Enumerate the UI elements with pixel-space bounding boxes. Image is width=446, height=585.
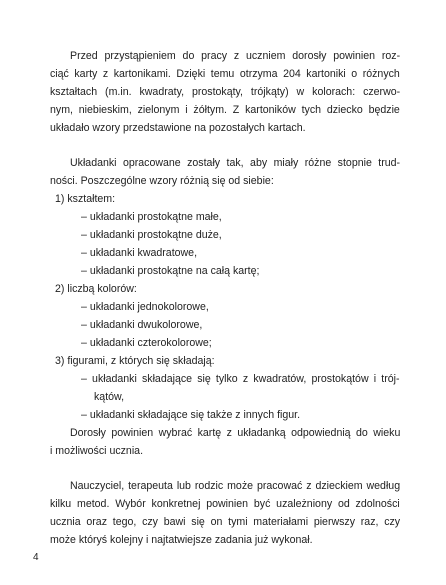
paragraph-1-line-1: Przed przystąpieniem do pracy z uczniem dorosły powinien roz- (70, 50, 401, 62)
list-item-3-sub-1-continued: kątów, (94, 391, 125, 403)
paragraph-2-line-2: ności. Poszczególne wzory różnią się od siebie: (50, 175, 274, 187)
list-item-1-label: 1) kształtem: (55, 193, 116, 205)
list-item-1-sub-3: – układanki kwadratowe, (81, 247, 198, 259)
paragraph-2-line-1: Układanki opracowane zostały tak, aby miały różne stopnie trud- (70, 157, 401, 169)
list-item-1-sub-1: – układanki prostokątne małe, (81, 211, 222, 223)
paragraph-4-line-2: kilku metod. Wybór konkretnej powinien być uzależniony od zdolności (50, 498, 400, 510)
paragraph-4-line-1: Nauczyciel, terapeuta lub rodzic może pracować z dzieckiem według (70, 480, 401, 492)
list-item-3-sub-2: – układanki składające się także z innych figur. (81, 409, 301, 421)
list-item-2-label: 2) liczbą kolorów: (55, 283, 137, 295)
list-item-3-label: 3) figurami, z których się składają: (55, 355, 215, 367)
list-item-2-sub-2: – układanki dwukolorowe, (81, 319, 203, 331)
paragraph-3-line-1: Dorosły powinien wybrać kartę z układanką odpowiednią do wieku (70, 427, 401, 439)
paragraph-4-line-4: może któryś kolejny i najtatwiejsze zadania już wykonał. (50, 534, 313, 546)
page-number: 4 (33, 552, 39, 563)
list-item-2-sub-1: – układanki jednokolorowe, (81, 301, 209, 313)
paragraph-1-line-5: układało wzory przedstawione na pozostałych kartach. (50, 122, 306, 134)
list-item-2-sub-3: – układanki czterokolorowe; (81, 337, 212, 349)
list-item-3-sub-1: – układanki składające się tylko z kwadratów, prostokątów i trój- (81, 373, 400, 385)
paragraph-1-line-2: ciąć karty z kartonikami. Dzięki temu otrzyma 204 kartoniki o różnych (50, 68, 400, 80)
paragraph-1-line-4: nym, niebieskim, zielonym i żółtym. Z kartoników tych dziecko będzie (50, 104, 400, 116)
paragraph-4-line-3: ucznia oraz tego, czy bawi się on tymi materiałami pierwszy raz, czy (50, 516, 401, 528)
list-item-1-sub-4: – układanki prostokątne na całą kartę; (81, 265, 260, 277)
list-item-1-sub-2: – układanki prostokątne duże, (81, 229, 222, 241)
paragraph-1-line-3: kształtach (m.in. kwadraty, prostokąty, trójkąty) w kolorach: czerwo- (50, 86, 401, 98)
paragraph-3-line-2: i możliwości ucznia. (50, 445, 144, 457)
